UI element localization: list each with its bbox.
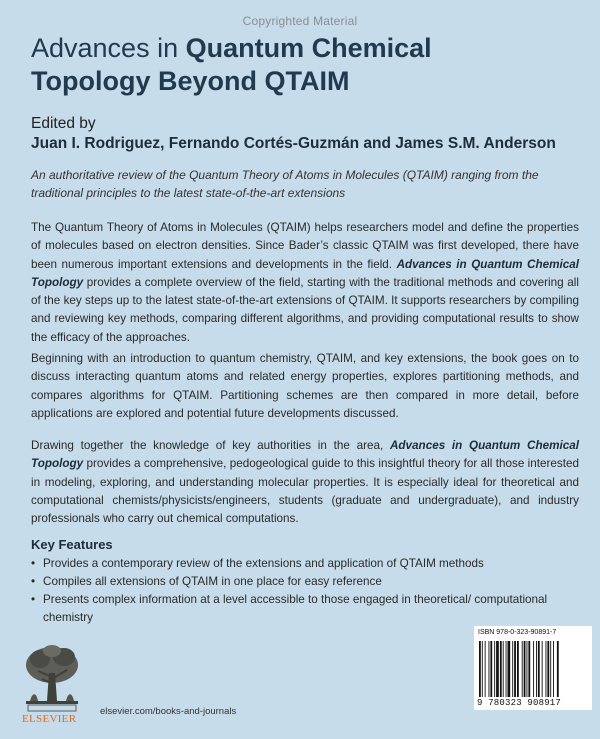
title-line1: Quantum Chemical xyxy=(185,33,432,63)
barcode-bar xyxy=(553,641,554,697)
barcode-bar xyxy=(494,641,495,697)
barcode-bar xyxy=(490,641,492,697)
title-prefix: Advances in xyxy=(31,33,186,63)
key-feature-item: • Provides a contemporary review of the extensions and application of QTAIM methods xyxy=(31,555,551,573)
paragraph3-book-title: Advances in Quantum Chemical Topology xyxy=(31,439,580,471)
barcode-bar xyxy=(527,641,528,697)
barcode-bar xyxy=(524,641,526,697)
barcode-number: 9 780323 908917 xyxy=(477,698,562,708)
edited-by-label: Edited by xyxy=(31,115,96,132)
description-paragraph-2: Beginning with an introduction to quantum chemistry, QTAIM, and key extensions, the book goes on to discuss interacting quantum atoms and related energy properties, explores partitioning methods, and compares algorithms for QTAIM. Partitioning schemes are then compared in more detail, before applications are explored and potential future developments discussed. xyxy=(31,352,579,420)
elsevier-tree-icon xyxy=(22,643,82,713)
key-features-heading: Key Features xyxy=(31,537,113,552)
barcode-bar xyxy=(538,641,540,697)
barcode-icon xyxy=(478,641,588,701)
book-title xyxy=(31,32,571,98)
paragraph1-text-b: provides a complete overview of the field, starting with the traditional methods and covering all of the key steps up to the latest state-of-the-art extensions of QTAIM. It supports researchers by compiling and reviewing key methods, comparing different algorithms, and providing computational results to show the efficacy of the approaches. xyxy=(31,275,579,344)
description-paragraph-3 xyxy=(31,437,579,528)
isbn-label: ISBN 978-0-323-90891-7 xyxy=(478,629,557,636)
barcode-bar xyxy=(508,641,511,697)
barcode-bar xyxy=(522,641,523,697)
barcode-bar xyxy=(550,641,551,697)
barcode-bar xyxy=(503,641,504,697)
paragraph3-text-b: provides a comprehensive, pedogeological guide to this insightful theory for all those interested in modeling, exploring, and understanding molecular properties. It is especially ideal for theoretical and computational chemists/physicists/engineers, students (graduate and undergraduate), and industry professionals who carry out chemical computations. xyxy=(31,457,579,526)
barcode-bar xyxy=(485,641,486,697)
barcode-bar xyxy=(489,641,490,697)
barcode-bar xyxy=(506,641,507,697)
barcode-bar xyxy=(517,641,519,697)
barcode-bar xyxy=(496,641,499,697)
barcode-bar xyxy=(479,641,481,697)
paragraph1-text-a: The Quantum Theory of Atoms in Molecules (QTAIM) helps researchers model and define the properties of molecules based on electron densities. Since Bader’s classic QTAIM was first developed, there have been numerous important extensions and developments in the field. xyxy=(31,221,579,271)
barcode-bar xyxy=(557,641,559,697)
barcode-bar xyxy=(547,641,549,697)
description-paragraph-1 xyxy=(31,219,579,347)
barcode-bar xyxy=(542,641,543,697)
barcode-bar xyxy=(533,641,534,697)
barcode-bar xyxy=(512,641,513,697)
barcode-bar xyxy=(546,641,547,697)
paragraph1-book-title: Advances in Quantum Chemical Topology xyxy=(31,257,579,289)
key-feature-item: • Compiles all extensions of QTAIM in one place for easy reference xyxy=(31,573,551,591)
barcode-bar xyxy=(536,641,537,697)
key-features-list xyxy=(31,555,551,627)
tagline: An authoritative review of the Quantum Theory of Atoms in Molecules (QTAIM) ranging from the traditional principles to the latest state-of-the-art extensions xyxy=(31,168,539,200)
barcode-bar xyxy=(482,641,483,697)
title-line2: Topology Beyond QTAIM xyxy=(31,66,350,96)
editors-names: Juan I. Rodriguez, Fernando Cortés-Guzmán and James S.M. Anderson xyxy=(31,135,556,152)
barcode-bar xyxy=(500,641,502,697)
barcode-bar xyxy=(528,641,530,697)
paragraph3-text-a: Drawing together the knowledge of key authorities in the area, xyxy=(31,439,390,452)
key-feature-item: • Presents complex information at a level accessible to those engaged in theoretical/ computational chemistry xyxy=(31,591,551,627)
copyright-watermark: Copyrighted Material xyxy=(242,14,358,28)
publisher-name: ELSEVIER xyxy=(22,713,77,725)
publisher-url[interactable]: elsevier.com/books-and-journals xyxy=(100,706,237,717)
barcode-bar xyxy=(514,641,516,697)
